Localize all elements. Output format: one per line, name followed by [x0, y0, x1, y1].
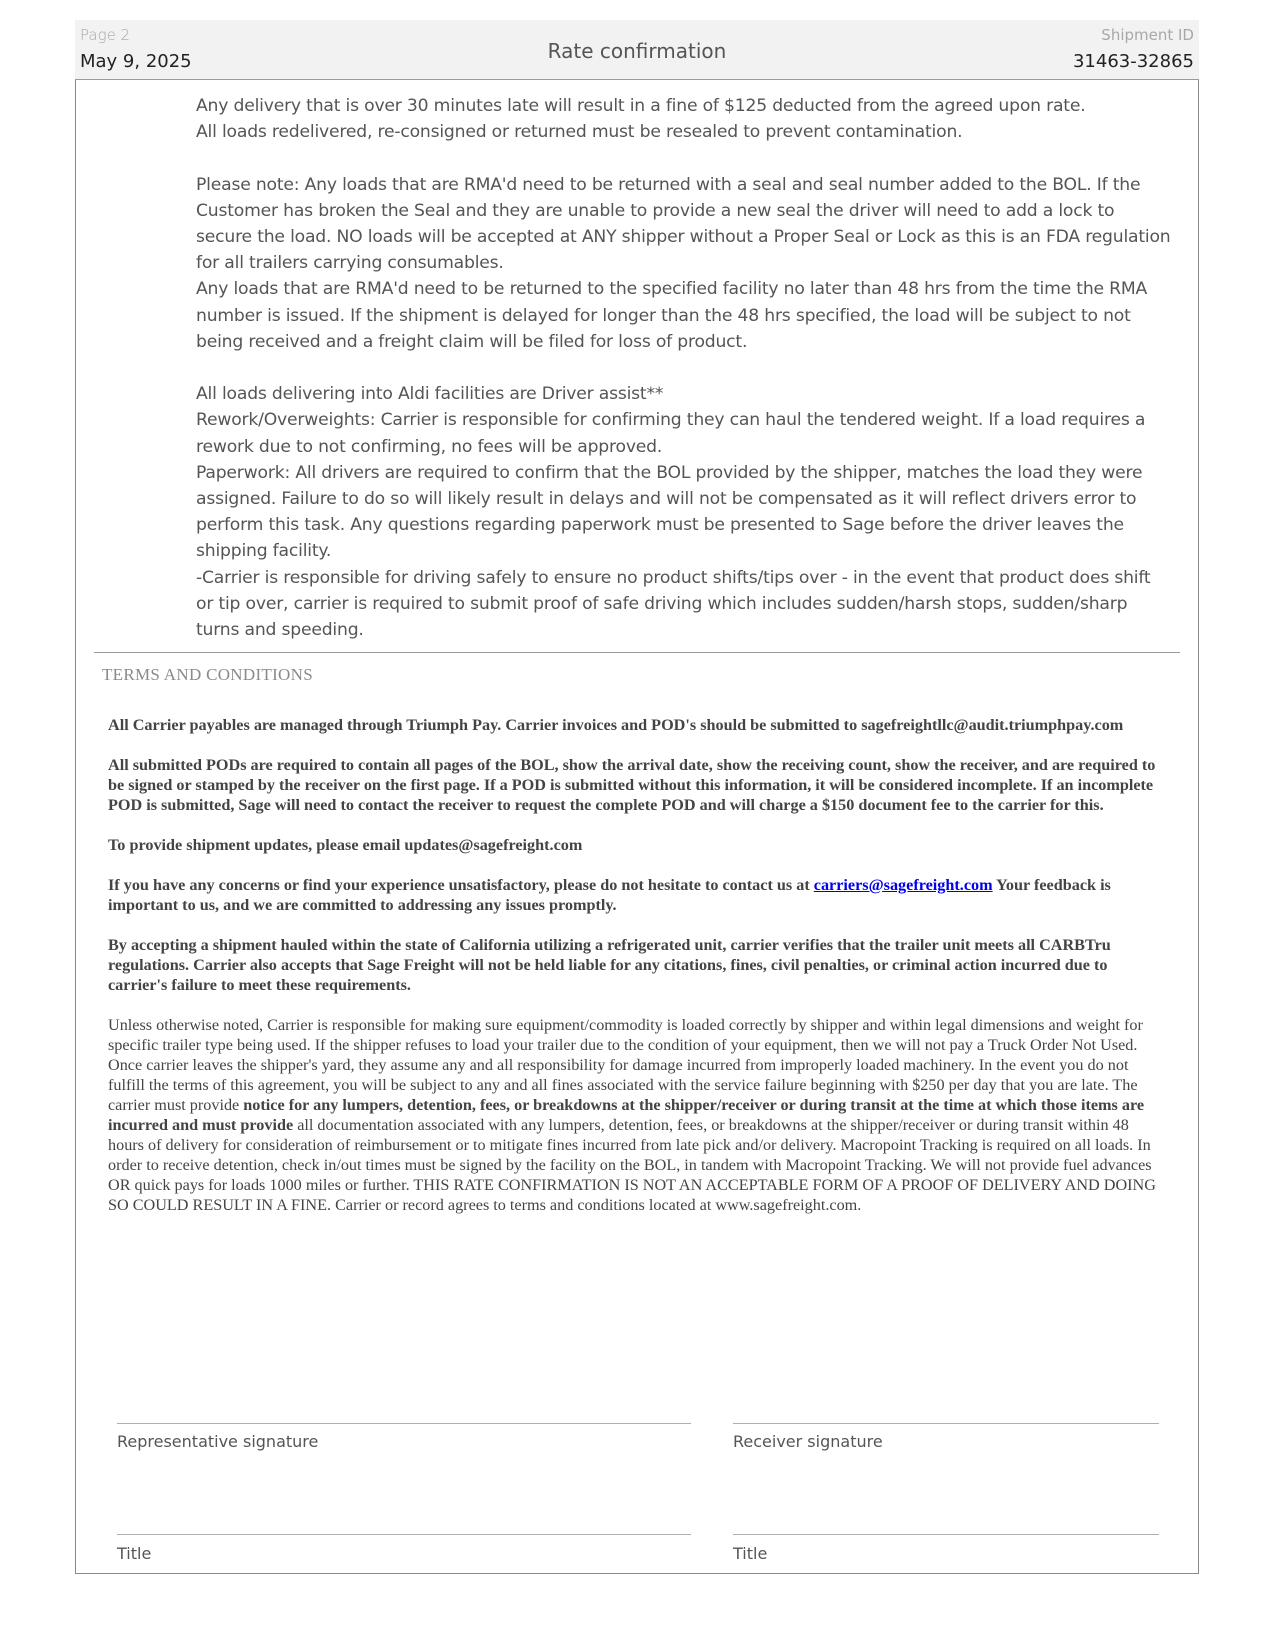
document-date: May 9, 2025 [80, 51, 192, 72]
note-aldi: All loads delivering into Aldi facilities are Driver assist** [196, 384, 664, 405]
representative-title-line[interactable] [117, 1534, 691, 1535]
term-general-text: Unless otherwise noted, Carrier is responsible for making sure equipment/commodity is loaded correctly by shipper and within legal dimensions and weight for specific trailer type being used. If the shipper refuses to load your trailer due to the condition of your equipment, then we will not pay a Truck Order Not Used. Once carrier leaves the shipper's yard, they assume any and all responsibility for damage incurred from improperly loaded machinery. In the event you do not fulfill the terms of this agreement, you will be subject to any and all fines associated with the service failure beginning with $250 per day that you are late. The carrier must provide [108, 1016, 1143, 1114]
shipment-id-label: Shipment ID [1101, 26, 1194, 44]
term-concerns-text: If you have any concerns or find your experience unsatisfactory, please do not hesitate to contact us at [108, 876, 814, 894]
term-shipment-updates: To provide shipment updates, please email updates@sagefreight.com [108, 836, 583, 854]
note-late-delivery: Any delivery that is over 30 minutes late will result in a fine of $125 deducted from the agreed upon rate. [196, 96, 1086, 116]
term-general [108, 1015, 1168, 1215]
term-general-notice: notice for any lumpers, detention, fees, or breakdowns at the shipper/receiver or during transit at the time at which those items are incurred and must provide [108, 1096, 1145, 1134]
note-rework: Rework/Overweights: Carrier is responsible for confirming they can haul the tendered weight. If a load requires a rework due to not confirming, no fees will be approved. [196, 410, 1146, 457]
spacer [196, 355, 1171, 381]
carriers-email-link[interactable]: carriers@sagefreight.com [813, 876, 993, 894]
spacer [196, 145, 1171, 171]
term-concerns [108, 875, 1168, 915]
receiver-title-label: Title [733, 1544, 768, 1563]
receiver-signature-label: Receiver signature [733, 1432, 883, 1451]
shipment-id: 31463-32865 [1072, 51, 1194, 72]
load-notes [196, 93, 1171, 643]
term-triumph-pay: All Carrier payables are managed through Triumph Pay. Carrier invoices and POD's should be submitted to sagefreightllc@audit.triumphpay.com [108, 716, 1124, 734]
terms-body [108, 715, 1168, 1235]
representative-signature-label: Representative signature [117, 1432, 319, 1451]
representative-title-label: Title [117, 1544, 152, 1563]
receiver-signature-line[interactable] [733, 1423, 1159, 1424]
terms-heading: TERMS AND CONDITIONS [102, 665, 313, 684]
note-rma-return: Any loads that are RMA'd need to be returned to the specified facility no later than 48 hrs from the time the RMA number is issued. If the shipment is delayed for longer than the 48 hrs specified, the load will be subject to not being received and a freight claim will be filed for loss of product. [196, 279, 1148, 352]
note-reseal: All loads redelivered, re-consigned or returned must be resealed to prevent contamination. [196, 122, 963, 143]
page-header [75, 20, 1199, 80]
section-divider [94, 652, 1180, 653]
term-concerns-text-end: Your feedback is important to us, and we are committed to addressing any issues promptly. [108, 876, 1111, 914]
page-title: Rate confirmation [547, 39, 727, 63]
term-pod-requirements: All submitted PODs are required to contain all pages of the BOL, show the arrival date, show the receiving count, show the receiver, and are required to be signed or stamped by the receiver on the first page. If a POD is submitted without this information, it will be considered incomplete. If an incomplete POD is submitted, Sage will need to contact the receiver to request the complete POD and will charge a $150 document fee to the carrier for this. [108, 756, 1156, 814]
page-number: Page 2 [80, 26, 131, 44]
term-general-text-end: all documentation associated with any lumpers, detention, fees, or breakdowns at the shipper/receiver or during transit within 48 hours of delivery for consideration of reimbursement or to mitigate fines incurred from late pick and/or delivery. Macropoint Tracking is required on all loads. In order to receive detention, check in/out times must be signed by the facility on the BOL, in tandem with Macropoint Tracking. We will not provide fuel advances OR quick pays for loads 1000 miles or further. THIS RATE CONFIRMATION IS NOT AN ACCEPTABLE FORM OF A PROOF OF DELIVERY AND DOING SO COULD RESULT IN A FINE. Carrier or record agrees to terms and conditions located at www.sagefreight.com. [108, 1116, 1156, 1214]
receiver-title-line[interactable] [733, 1534, 1159, 1535]
note-paperwork: Paperwork: All drivers are required to confirm that the BOL provided by the shipper, matches the load they were assigned. Failure to do so will likely result in delays and will not be compensated as it will reflect drivers error to perform this task. Any questions regarding paperwork must be presented to Sage before the driver leaves the shipping facility. [196, 462, 1143, 562]
representative-signature-line[interactable] [117, 1423, 691, 1424]
note-safe-driving: -Carrier is responsible for driving safely to ensure no product shifts/tips over - in the event that product does shift or tip over, carrier is required to submit proof of safe driving which includes sudden/harsh stops, sudden/sharp turns and speeding. [196, 567, 1151, 641]
term-california-carb: By accepting a shipment hauled within the state of California utilizing a refrigerated unit, carrier verifies that the trailer unit meets all CARBTru regulations. Carrier also accepts that Sage Freight will not be held liable for any citations, fines, civil penalties, or criminal action incurred due to carrier's failure to meet these requirements. [108, 936, 1111, 994]
note-rma-seal: Please note: Any loads that are RMA'd need to be returned with a seal and seal number added to the BOL. If the Customer has broken the Seal and they are unable to provide a new seal the driver will need to add a lock to secure the load. NO loads will be accepted at ANY shipper without a Proper Seal or Lock as this is an FDA regulation for all trailers carrying consumables. [196, 174, 1171, 274]
